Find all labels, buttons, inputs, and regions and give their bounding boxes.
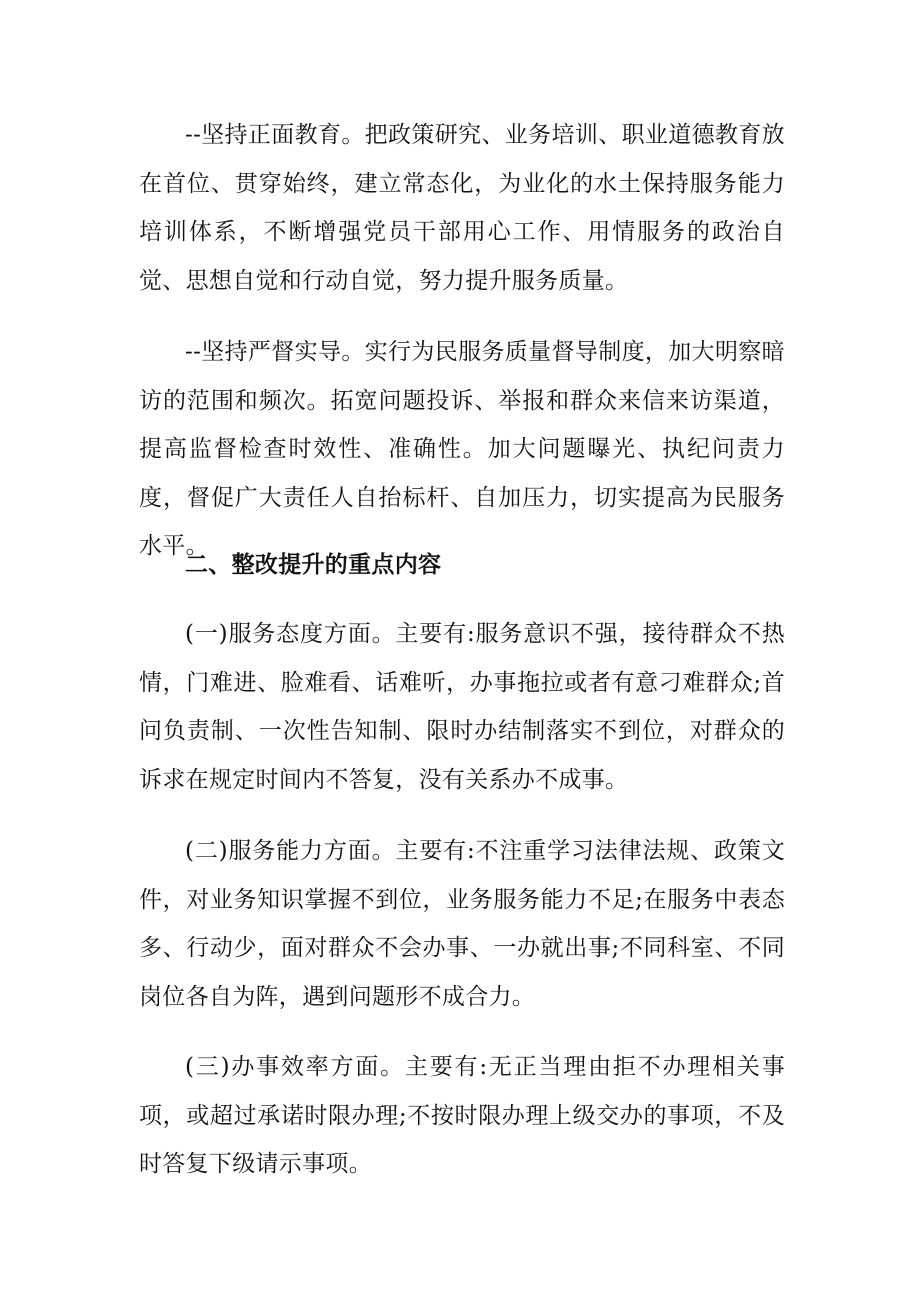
item-service-capability: (二)服务能力方面。主要有:不注重学习法律法规、政策文件，对业务知识掌握不到位，业务服务能力不足;在服务中表态多、行动少，面对群众不会办事、一办就出事;不同科室、不同岗位各自为阵，遇到问题形不成合力。	[139, 838, 785, 1010]
item-work-efficiency: (三)办事效率方面。主要有:无正当理由拒不办理相关事项，或超过承诺时限办理;不按时限办理上级交办的事项，不及时答复下级请示事项。	[139, 1054, 785, 1177]
paragraph-adhere-strict-supervision: --坚持严督实导。实行为民服务质量督导制度，加大明察暗访的范围和频次。拓宽问题投诉、举报和群众来信来访渠道，提高监督检查时效性、准确性。加大问题曝光、执纪问责力度，督促广大责任人自抬标杆、自加压力，切实提高为民服务水平。	[139, 339, 785, 559]
section-heading: 二、整改提升的重点内容	[185, 552, 442, 578]
paragraph-adhere-positive-education: --坚持正面教育。把政策研究、业务培训、职业道德教育放在首位、贯穿始终，建立常态化，为业化的水土保持服务能力培训体系，不断增强党员干部用心工作、用情服务的政治自觉、思想自觉和行动自觉，努力提升服务质量。	[139, 122, 785, 294]
item-service-attitude: (一)服务态度方面。主要有:服务意识不强，接待群众不热情，门难进、脸难看、话难听，办事拖拉或者有意刁难群众;首问负责制、一次性告知制、限时办结制落实不到位，对群众的诉求在规定时间内不答复，没有关系办不成事。	[139, 621, 785, 793]
